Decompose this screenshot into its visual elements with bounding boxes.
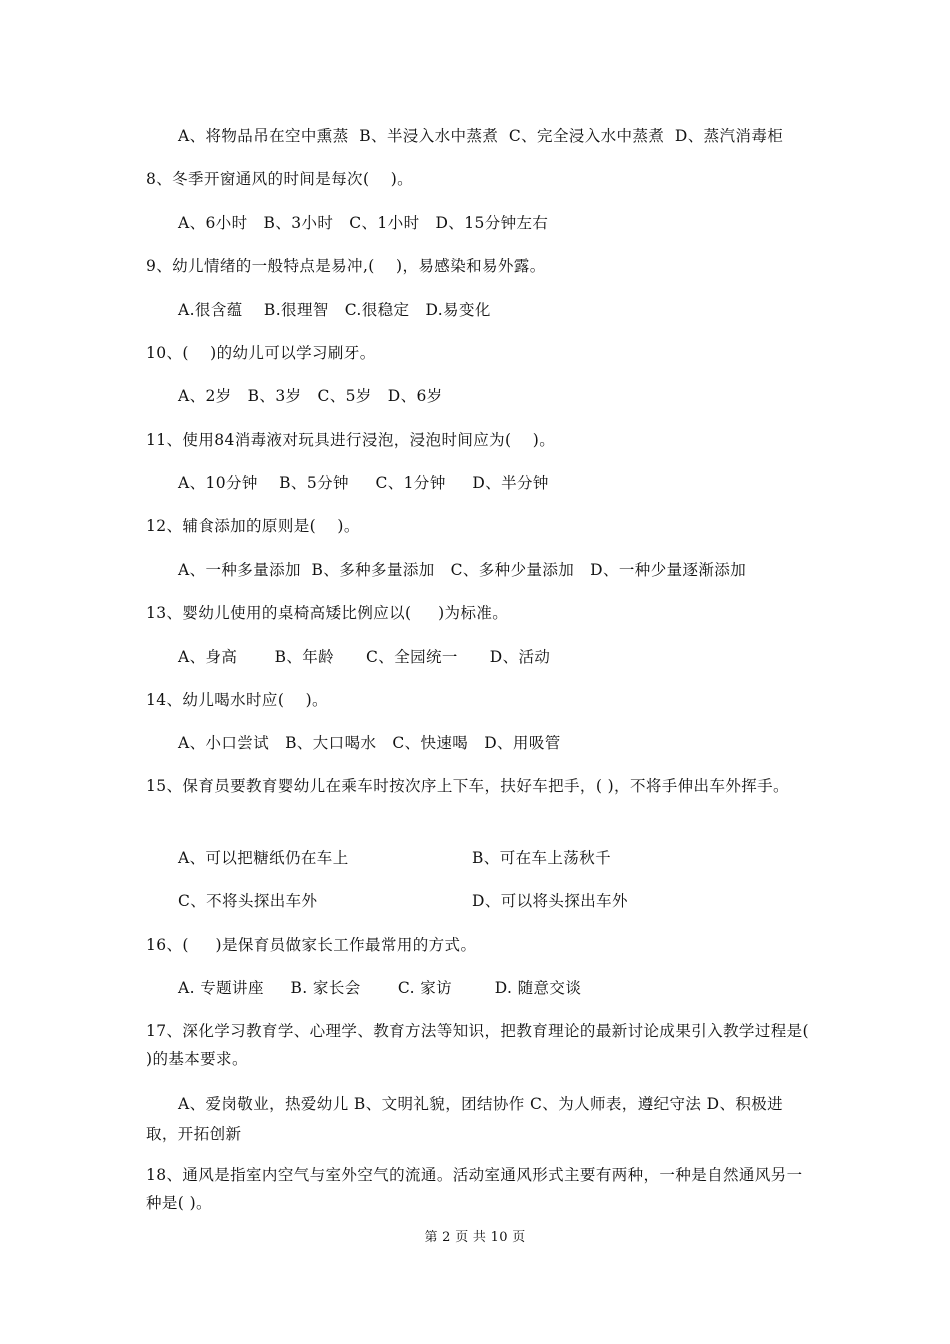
question-14: 14、幼儿喝水时应( )。	[146, 691, 328, 709]
question-9: 9、幼儿情绪的一般特点是易冲,( )，易感染和易外露。	[146, 257, 546, 275]
question-11: 11、使用84消毒液对玩具进行浸泡，浸泡时间应为( )。	[146, 431, 556, 449]
question-17: 17、深化学习教育学、心理学、教育方法等知识，把教育理论的最新讨论成果引入教学过程是( )的基本要求。	[146, 1022, 809, 1068]
page-footer: 第 2 页 共 10 页	[424, 1230, 526, 1245]
question-18: 18、通风是指室内空气与室外空气的流通。活动室通风形式主要有两种，一种是自然通风另一种是( )。	[146, 1166, 803, 1212]
question-16: 16、( )是保育员做家长工作最常用的方式。	[146, 936, 477, 954]
q8-options: A、6小时 B、3小时 C、1小时 D、15分钟左右	[178, 214, 549, 232]
q16-options: A. 专题讲座 B. 家长会 C. 家访 D. 随意交谈	[178, 979, 582, 997]
q12-options: A、一种多量添加 B、多种多量添加 C、多种少量添加 D、一种少量逐渐添加	[178, 561, 747, 579]
question-12: 12、辅食添加的原则是( )。	[146, 517, 360, 535]
q15-option-b: B、可在车上荡秋千	[472, 849, 611, 867]
q10-options: A、2岁 B、3岁 C、5岁 D、6岁	[178, 387, 443, 405]
q17-options: A、爱岗敬业，热爱幼儿 B、文明礼貌，团结协作 C、为人师表，遵纪守法 D、积极进取，开拓创新	[146, 1095, 784, 1143]
question-8: 8、冬季开窗通风的时间是每次( )。	[146, 170, 414, 188]
question-13: 13、婴幼儿使用的桌椅高矮比例应以( )为标准。	[146, 604, 509, 622]
question-15: 15、保育员要教育婴幼儿在乘车时按次序上下车，扶好车把手，( )，不将手伸出车外挥手。	[146, 777, 789, 795]
q14-options: A、小口尝试 B、大口喝水 C、快速喝 D、用吸管	[178, 734, 561, 752]
q7-options: A、将物品吊在空中熏蒸 B、半浸入水中蒸煮 C、完全浸入水中蒸煮 D、蒸汽消毒柜	[178, 127, 784, 145]
q15-option-d: D、可以将头探出车外	[472, 892, 628, 910]
q9-options: A.很含蕴 B.很理智 C.很稳定 D.易变化	[178, 301, 491, 319]
q13-options: A、身高 B、年龄 C、全园统一 D、活动	[178, 648, 551, 666]
q15-option-a: A、可以把糖纸仍在车上	[178, 849, 349, 867]
q11-options: A、10分钟 B、5分钟 C、1分钟 D、半分钟	[178, 474, 549, 492]
q15-option-c: C、不将头探出车外	[178, 892, 318, 910]
question-10: 10、( )的幼儿可以学习刷牙。	[146, 344, 376, 362]
